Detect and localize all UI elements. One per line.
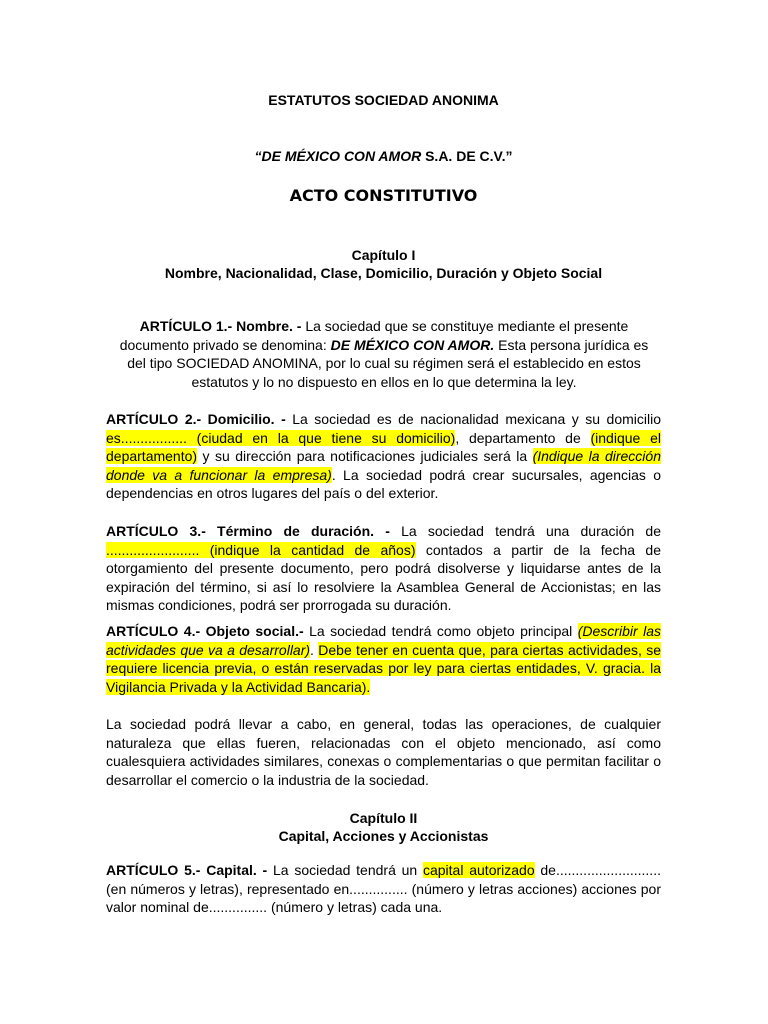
chapter1-header xyxy=(106,246,661,282)
article-5 xyxy=(106,861,661,917)
article-2-highlight-city: es................. (ciudad en la que tiene su domicilio) xyxy=(106,429,456,446)
article-4-text-a: La sociedad tendrá como objeto principal xyxy=(309,623,578,639)
article-4-highlight-license: Debe tener en cuenta que, para ciertas actividades, se requiere licencia previa, o están reservadas por ley para ciertas entidades, V. gracia. la Vigilancia Privada y la Actividad Bancaria). xyxy=(106,641,662,695)
article-5-label: ARTÍCULO 5.- Capital. - xyxy=(106,862,273,878)
quote-open: “ xyxy=(254,148,262,164)
act-title: ACTO CONSTITUTIVO xyxy=(289,186,478,205)
chapter2-subheading: Capital, Acciones y Accionistas xyxy=(278,828,489,844)
article-1-text-b: Esta persona jurídica es del tipo SOCIEDAD ANOMINA, por lo cual su régimen será el establecido en estos estatutos y lo no dispuesto en ellos en lo que determina la ley. xyxy=(127,336,649,390)
article-1 xyxy=(114,317,654,391)
chapter1-heading: Capítulo I xyxy=(351,247,416,263)
article-3-label: ARTÍCULO 3.- Término de duración. - xyxy=(106,523,402,539)
article-5-highlight-capital: capital autorizado xyxy=(422,862,535,878)
article-1-label: ARTÍCULO 1.- Nombre. - xyxy=(139,318,306,334)
article-3 xyxy=(106,522,661,615)
article-2-highlight-address: (Indique la dirección donde va a funcionar la empresa) xyxy=(106,448,661,483)
article-2-text-a: La sociedad es de nacionalidad mexicana y su domicilio xyxy=(292,411,662,427)
document-title: ESTATUTOS SOCIEDAD ANONIMA xyxy=(268,92,499,108)
article-1-text-a: La sociedad que se constituye mediante el presente documento privado se denomina: xyxy=(119,318,629,353)
article-3-highlight-years: ........................ (indique la cantidad de años) xyxy=(106,541,416,558)
operations-paragraph: La sociedad podrá llevar a cabo, en general, todas las operaciones, de cualquier naturaleza que ellas fueren, relacionadas con el objeto mencionado, así como cualesquiera actividades similares, conexas o complementarias o que permitan facilitar o desarrollar el comercio o la industria de la sociedad. xyxy=(106,716,661,788)
article-5-text-b: de........................... (en números y letras), representado en............... (número y letras acciones) acciones por valor nominal de............... (número y letras) cada una. xyxy=(106,862,661,915)
article-1-company-name: DE MÉXICO CON AMOR. xyxy=(330,336,495,353)
article-4-text-b: . xyxy=(310,641,319,658)
article-2 xyxy=(106,410,661,503)
article-4-label: ARTÍCULO 4.- Objeto social.- xyxy=(106,623,310,639)
chapter2-header xyxy=(106,809,661,845)
article-2-text-d: . La sociedad podrá crear sucursales, agencias o dependencias en otros lugares del país o del exterior. xyxy=(106,466,661,501)
company-suffix: S.A. DE C.V.” xyxy=(421,148,513,164)
chapter1-subheading: Nombre, Nacionalidad, Clase, Domicilio, Duración y Objeto Social xyxy=(164,265,603,281)
article-3-text-a: La sociedad tendrá una duración de xyxy=(401,523,661,539)
article-5-text-a: La sociedad tendrá un xyxy=(273,862,423,878)
company-name: DE MÉXICO CON AMOR xyxy=(261,148,422,164)
article-2-text-c: y su dirección para notificaciones judiciales será la xyxy=(197,448,533,464)
article-2-highlight-department: (indique el departamento) xyxy=(106,429,661,464)
article-4-highlight-activities: (Describir las actividades que va a desarrollar) xyxy=(106,623,661,658)
article-2-label: ARTÍCULO 2.- Domicilio. - xyxy=(106,411,293,427)
company-name-line xyxy=(106,148,661,164)
article-2-text-b: , departamento de xyxy=(455,429,591,446)
chapter2-heading: Capítulo II xyxy=(349,810,418,826)
article-4 xyxy=(106,622,661,696)
article-3-text-b: contados a partir de la fecha de otorgamiento del presente documento, pero podrá disolverse y liquidarse antes de la expiración del término, si así lo resolviere la Asamblea General de Accionistas; en las mismas condiciones, podrá ser prorrogada su duración. xyxy=(106,541,661,613)
